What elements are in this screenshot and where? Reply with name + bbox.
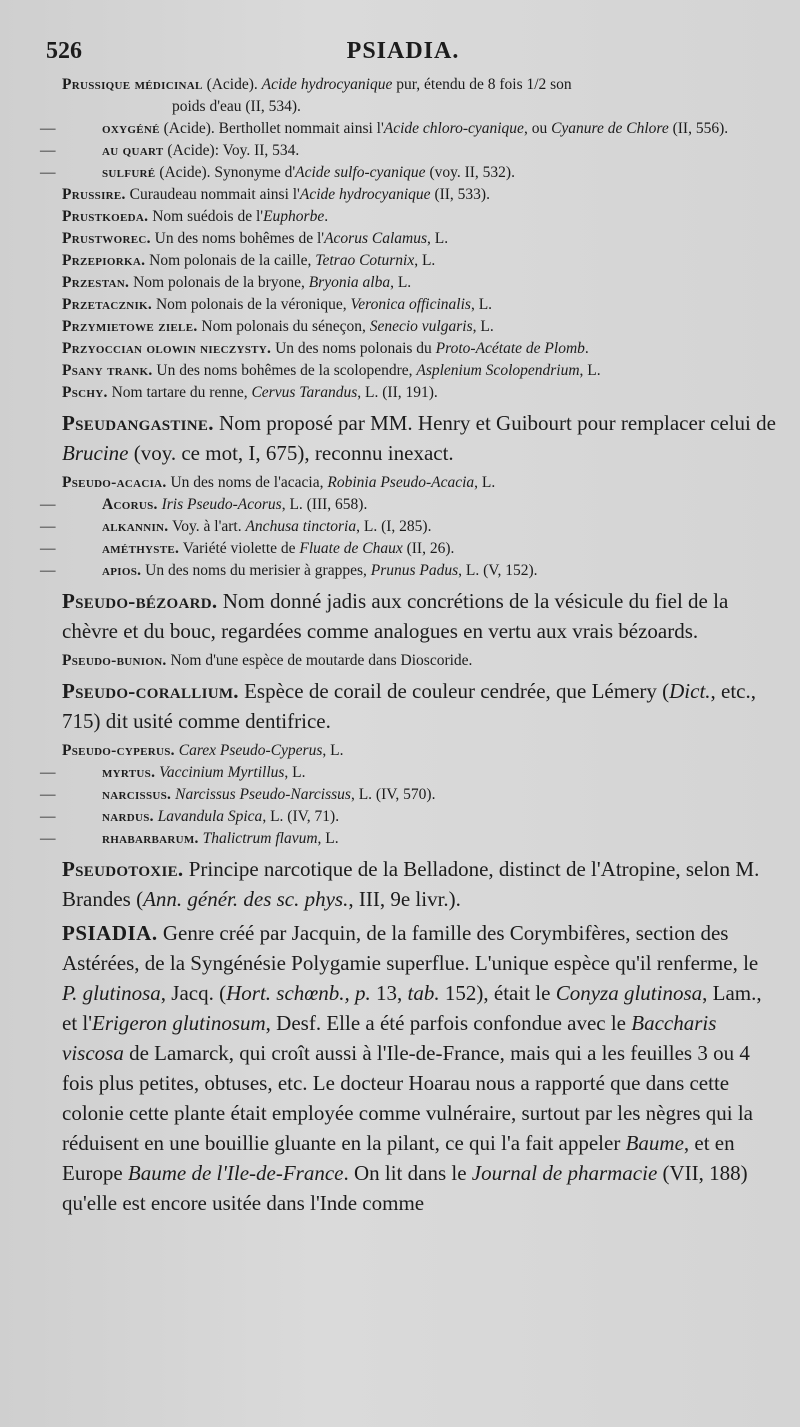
entry-text: , L. (V, 152).: [458, 562, 538, 579]
entry-headword: Pseudo-corallium.: [62, 679, 239, 703]
italic-term: Iris Pseudo-Acorus: [161, 496, 282, 513]
entry-text: , L. (IV, 71).: [262, 808, 340, 825]
entry-headword: Pseudo-acacia.: [62, 474, 167, 491]
running-head: PSIADIA.: [346, 38, 460, 64]
entry-headword: Pseudo-bunion.: [62, 652, 167, 669]
dictionary-entry: [40, 162, 776, 184]
ditto-dash: —: [40, 540, 56, 557]
italic-term: P. glutinosa: [62, 981, 161, 1005]
italic-term: Bryonia alba: [308, 274, 391, 291]
entry-text: , L.: [474, 474, 496, 491]
entry-headword: nardus.: [102, 808, 154, 825]
entry-text: , etc., 715) dit usité comme dentifrice.: [62, 679, 757, 733]
entry-text: , L. (III, 658).: [281, 496, 368, 513]
dictionary-entry: [40, 516, 776, 538]
entry-text: , L.: [390, 274, 412, 291]
entry-headword: PSIADIA.: [62, 921, 158, 945]
dictionary-entry: [40, 806, 776, 828]
italic-term: Anchusa tinctoria: [245, 518, 357, 535]
entry-text: 13,: [370, 981, 408, 1005]
entry-text: Nom polonais de la bryone,: [129, 274, 309, 291]
italic-term: Thalictrum flavum: [202, 830, 318, 847]
italic-term: Erigeron glutinosum: [92, 1011, 266, 1035]
entry-text: poids d'eau (II, 534).: [172, 98, 301, 115]
entry-headword: Pseudangastine.: [62, 411, 214, 435]
italic-term: Dict.: [669, 679, 711, 703]
dictionary-entry: [62, 586, 776, 646]
dictionary-entry: [62, 382, 776, 404]
entry-text: Nom donné jadis aux concrétions de la vésicule du fiel de la chèvre et du bouc, regardées comme analogues en vertu aux vrais bézoards.: [62, 589, 729, 643]
italic-term: Vaccinium Myrtillus: [159, 764, 285, 781]
entry-headword: améthyste.: [102, 540, 180, 557]
entry-headword: Prussire.: [62, 186, 126, 203]
entry-headword: rhabarbarum.: [102, 830, 199, 847]
dictionary-entry: [62, 96, 776, 118]
italic-term: Carex Pseudo-Cyperus: [178, 742, 323, 759]
entry-text: Espèce de corail de couleur cendrée, que Lémery (: [238, 679, 670, 703]
dictionary-entry: [62, 206, 776, 228]
entry-text: pur, étendu de 8 fois 1/2 son: [392, 76, 572, 93]
dictionary-body: [40, 74, 776, 1222]
italic-term: Narcissus Pseudo-Narcissus: [175, 786, 351, 803]
entry-text: (Acide). Berthollet nommait ainsi l': [159, 120, 384, 137]
entry-text: (II, 556).: [668, 120, 729, 137]
ditto-dash: —: [40, 786, 56, 803]
italic-term: Acide hydrocyanique: [261, 76, 393, 93]
entry-headword: Pseudo-cyperus.: [62, 742, 175, 759]
dictionary-entry: [62, 184, 776, 206]
italic-term: Asplenium Scolopendrium: [416, 362, 580, 379]
entry-text: .: [324, 208, 329, 225]
italic-term: Baume: [625, 1131, 684, 1155]
entry-text: Nom polonais de la caille,: [145, 252, 316, 269]
italic-term: Euphorbe: [263, 208, 325, 225]
entry-text: Variété violette de: [179, 540, 300, 557]
dictionary-entry: [62, 740, 776, 762]
dictionary-entry: [40, 118, 776, 140]
italic-term: Conyza glutinosa: [555, 981, 703, 1005]
italic-term: Acide chloro-cyanique: [383, 120, 524, 137]
entry-headword: Przepiorka.: [62, 252, 146, 269]
dictionary-entry: [62, 316, 776, 338]
entry-text: , Desf. Elle a été parfois confondue avec le: [265, 1011, 632, 1035]
italic-term: Lavandula Spica: [157, 808, 263, 825]
entry-text: Genre créé par Jacquin, de la famille des Corymbifères, section des Astérées, de la Syngénésie Polygamie superflue. L'unique espèce qu'il renferme, le: [62, 921, 759, 975]
entry-text: (II, 26).: [402, 540, 455, 557]
page-header: [46, 38, 760, 68]
italic-term: Proto-Acétate de Plomb: [435, 340, 585, 357]
entry-text: Un des noms de l'acacia,: [166, 474, 328, 491]
italic-term: Cervus Tarandus: [251, 384, 358, 401]
entry-headword: Pseudo-bézoard.: [62, 589, 218, 613]
entry-text: , L. (IV, 570).: [350, 786, 436, 803]
dictionary-entry: [62, 250, 776, 272]
entry-text: Nom proposé par MM. Henry et Guibourt pour remplacer celui de: [213, 411, 776, 435]
entry-headword: sulfuré: [102, 164, 156, 181]
entry-text: (VII, 188) qu'elle est encore usitée dans l'Inde comme: [62, 1161, 748, 1215]
italic-term: Tetrao Coturnix: [315, 252, 415, 269]
entry-text: (Acide).: [202, 76, 262, 93]
italic-term: Fluate de Chaux: [299, 540, 403, 557]
entry-text: Nom tartare du renne,: [107, 384, 252, 401]
entry-text: Un des noms bohêmes de la scolopendre,: [152, 362, 417, 379]
italic-term: Ann. génér. des sc. phys.: [143, 887, 349, 911]
italic-term: Acorus Calamus: [324, 230, 427, 247]
italic-term: Senecio vulgaris: [369, 318, 473, 335]
entry-headword: Pschy.: [62, 384, 108, 401]
italic-term: Journal de pharmacie: [471, 1161, 658, 1185]
dictionary-entry: [40, 560, 776, 582]
italic-term: Acide sulfo-cyanique: [295, 164, 426, 181]
dictionary-entry: [40, 538, 776, 560]
ditto-dash: —: [40, 562, 56, 579]
dictionary-entry: [62, 228, 776, 250]
ditto-dash: —: [40, 164, 56, 181]
italic-term: Brucine: [62, 441, 129, 465]
entry-text: , et en Europe: [62, 1131, 735, 1185]
entry-text: , Lam., et l': [62, 981, 762, 1035]
italic-term: Hort. schœnb., p.: [226, 981, 371, 1005]
entry-text: Un des noms polonais du: [271, 340, 436, 357]
italic-term: Cyanure de Chlore: [551, 120, 669, 137]
entry-text: (voy. ce mot, I, 675), reconnu inexact.: [128, 441, 454, 465]
page-number: 526: [46, 38, 82, 64]
italic-term: tab.: [407, 981, 440, 1005]
ditto-dash: —: [40, 120, 56, 137]
dictionary-entry: [62, 676, 776, 736]
entry-text: , L. (II, 191).: [357, 384, 438, 401]
entry-text: 152), était le: [439, 981, 556, 1005]
entry-headword: apios.: [102, 562, 142, 579]
dictionary-entry: [40, 140, 776, 162]
ditto-dash: —: [40, 764, 56, 781]
entry-text: (II, 533).: [430, 186, 490, 203]
dictionary-entry: [62, 74, 776, 96]
italic-term: Robinia Pseudo-Acacia: [327, 474, 475, 491]
dictionary-entry: [62, 360, 776, 382]
dictionary-entry: [40, 762, 776, 784]
entry-text: Curaudeau nommait ainsi l': [125, 186, 300, 203]
entry-headword: Przestan.: [62, 274, 130, 291]
entry-headword: Prussique médicinal: [62, 76, 203, 93]
entry-text: , L.: [579, 362, 601, 379]
italic-term: Baccharis viscosa: [62, 1011, 717, 1065]
italic-term: Acide hydrocyanique: [299, 186, 431, 203]
dictionary-entry: [62, 294, 776, 316]
entry-text: , L.: [322, 742, 344, 759]
italic-term: Prunus Padus: [370, 562, 459, 579]
dictionary-entry: [62, 918, 776, 1218]
entry-text: . On lit dans le: [343, 1161, 472, 1185]
entry-text: Nom polonais du séneçon,: [197, 318, 370, 335]
entry-text: Voy. à l'art.: [168, 518, 246, 535]
italic-term: Veronica officinalis: [350, 296, 471, 313]
entry-text: (Acide). Synonyme d': [155, 164, 296, 181]
entry-text: , III, 9e livr.).: [348, 887, 461, 911]
dictionary-entry: [40, 494, 776, 516]
entry-text: (voy. II, 532).: [425, 164, 515, 181]
entry-text: , L.: [414, 252, 436, 269]
entry-headword: Pseudotoxie.: [62, 857, 184, 881]
ditto-dash: —: [40, 518, 56, 535]
entry-text: , L.: [317, 830, 339, 847]
entry-headword: Przetacznik.: [62, 296, 153, 313]
entry-text: , L. (I, 285).: [356, 518, 432, 535]
dictionary-entry: [62, 338, 776, 360]
entry-text: , ou: [523, 120, 552, 137]
entry-text: (Acide): Voy. II, 534.: [163, 142, 300, 159]
entry-headword: alkannin.: [102, 518, 169, 535]
ditto-dash: —: [40, 808, 56, 825]
dictionary-entry: [62, 408, 776, 468]
entry-headword: myrtus.: [102, 764, 156, 781]
dictionary-entry: [62, 272, 776, 294]
entry-text: , L.: [426, 230, 449, 247]
entry-text: , L.: [472, 318, 494, 335]
entry-headword: Prustworec.: [62, 230, 151, 247]
dictionary-entry: [62, 650, 776, 672]
entry-headword: narcissus.: [102, 786, 172, 803]
entry-headword: Psany trank.: [62, 362, 153, 379]
dictionary-entry: [40, 828, 776, 850]
entry-headword: Przymietowe ziele.: [62, 318, 198, 335]
entry-text: Nom d'une espèce de moutarde dans Dioscoride.: [166, 652, 473, 669]
entry-text: de Lamarck, qui croît aussi à l'Ile-de-France, mais qui a les feuilles 3 ou 4 fois plus petites, obtuses, etc. Le docteur Hoarau nous a rapporté que dans cette colonie cette plante était employée comme vulnéraire, surtout par les nègres qui la réduisent en une bouillie gluante en la pilant, ce qui l'a fait appeler: [62, 1041, 753, 1155]
ditto-dash: —: [40, 496, 56, 513]
entry-headword: Acorus.: [102, 496, 158, 513]
entry-headword: Przyoccian olowin nieczysty.: [62, 340, 272, 357]
ditto-dash: —: [40, 142, 56, 159]
ditto-dash: —: [40, 830, 56, 847]
entry-headword: Prustkoeda.: [62, 208, 149, 225]
entry-text: Un des noms bohêmes de l': [150, 230, 325, 247]
italic-term: Baume de l'Ile-de-France: [127, 1161, 344, 1185]
entry-text: , L.: [284, 764, 306, 781]
entry-text: Un des noms du merisier à grappes,: [141, 562, 371, 579]
entry-text: , Jacq. (: [160, 981, 227, 1005]
entry-text: Nom suédois de l': [148, 208, 264, 225]
entry-text: Nom polonais de la véronique,: [152, 296, 351, 313]
entry-text: , L.: [470, 296, 493, 313]
entry-text: Principe narcotique de la Belladone, distinct de l'Atropine, selon M. Brandes (: [62, 857, 760, 911]
dictionary-entry: [40, 784, 776, 806]
entry-headword: au quart: [102, 142, 164, 159]
dictionary-entry: [62, 854, 776, 914]
entry-headword: oxygéné: [102, 120, 160, 137]
entry-text: .: [584, 340, 589, 357]
dictionary-entry: [62, 472, 776, 494]
